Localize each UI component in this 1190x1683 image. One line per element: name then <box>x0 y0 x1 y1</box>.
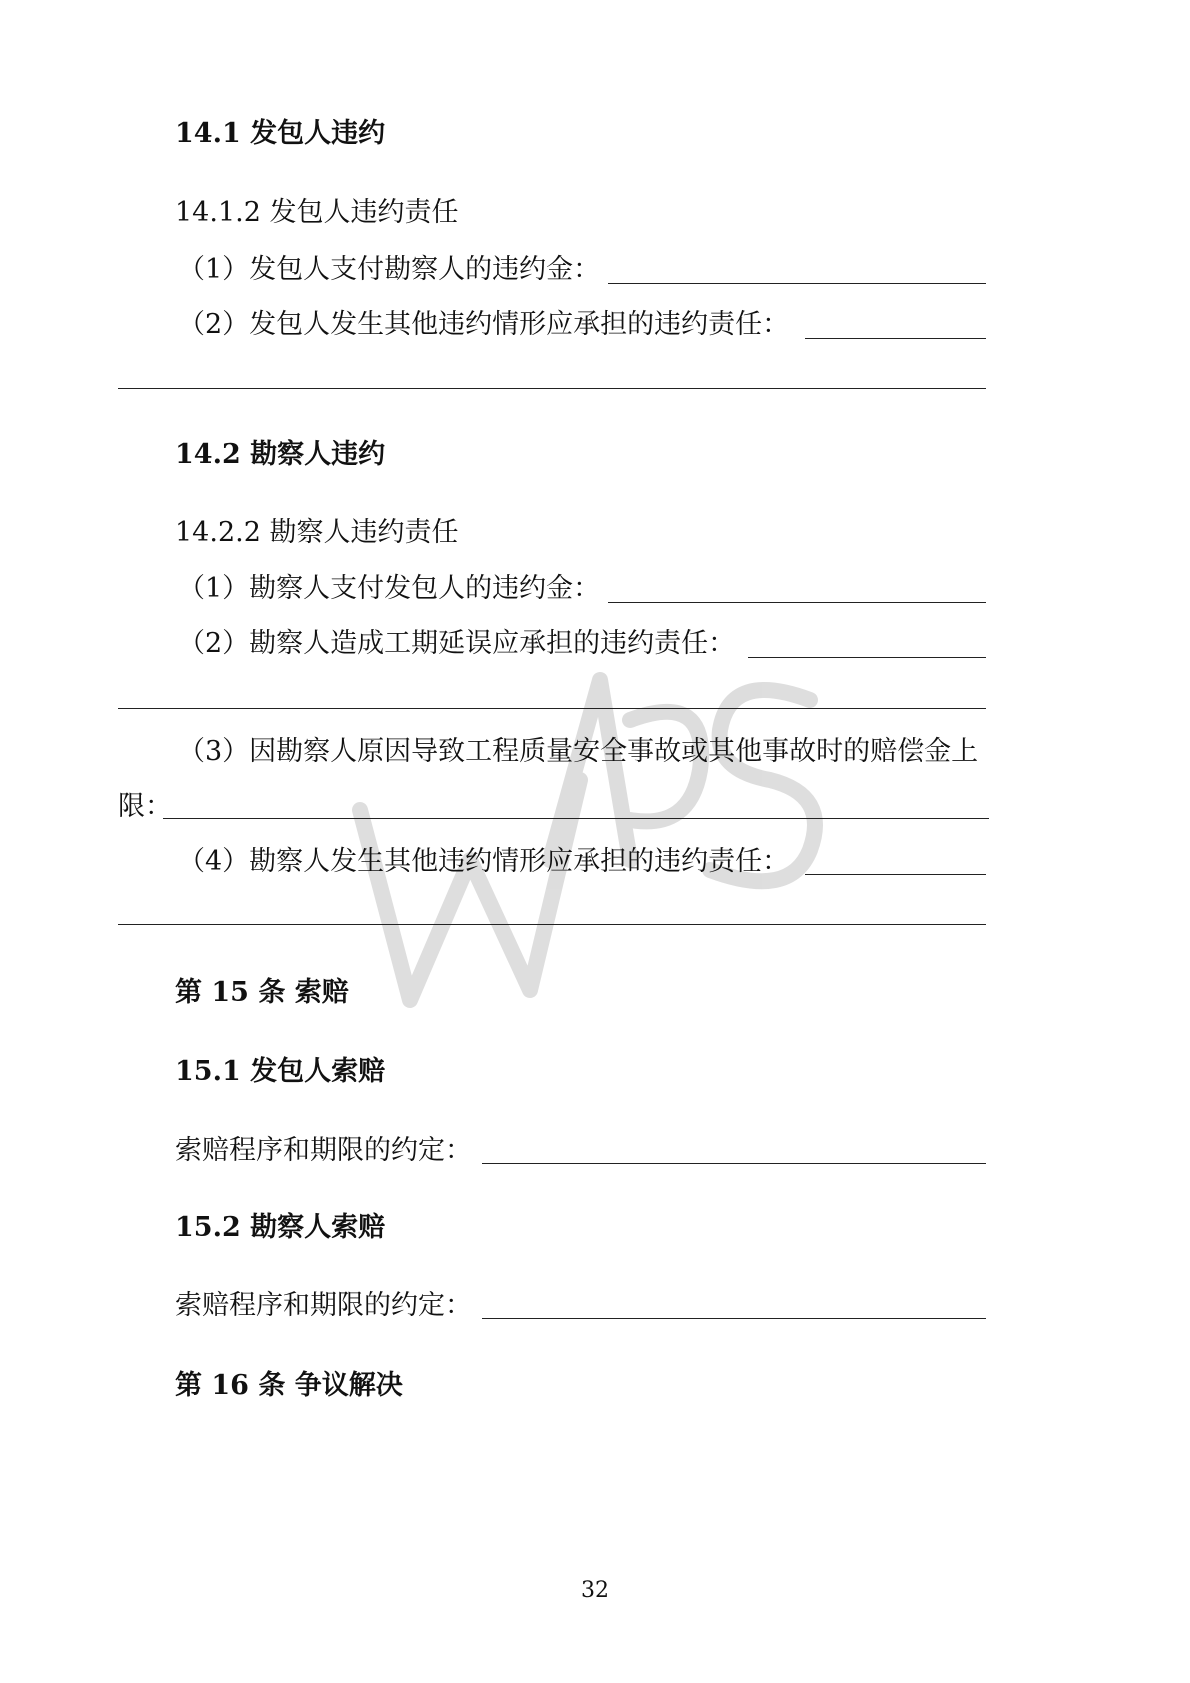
section-14-2-item-3: （3）因勘察人原因导致工程质量安全事故或其他事故时的赔偿金上 <box>178 736 979 767</box>
section-14-2-item-1: （1）勘察人支付发包人的违约金： <box>178 573 601 604</box>
section-14-2-item-4: （4）勘察人发生其他违约情形应承担的违约责任： <box>178 846 790 877</box>
section-14-2-item-3-cont: 限： <box>118 791 172 822</box>
fill-in-blank-15-1[interactable] <box>482 1163 986 1164</box>
fill-in-blank-14-2-item-4-cont[interactable] <box>118 924 986 925</box>
wps-watermark-logo <box>330 660 850 1020</box>
section-15-1-heading: 15.1 发包人索赔 <box>175 1056 386 1087</box>
section-15-2-heading: 15.2 勘察人索赔 <box>175 1212 386 1243</box>
section-14-1-2-subtitle: 14.1.2 发包人违约责任 <box>175 197 459 228</box>
section-14-2-2-subtitle: 14.2.2 勘察人违约责任 <box>175 517 459 548</box>
fill-in-blank-14-1-item-2[interactable] <box>805 338 986 339</box>
fill-in-blank-14-2-item-2-cont[interactable] <box>118 708 986 709</box>
section-14-2-item-2: （2）勘察人造成工期延误应承担的违约责任： <box>178 628 736 659</box>
section-14-1-item-2: （2）发包人发生其他违约情形应承担的违约责任： <box>178 309 790 340</box>
page-number: 32 <box>581 1578 609 1603</box>
section-14-1-item-1: （1）发包人支付勘察人的违约金： <box>178 254 601 285</box>
fill-in-blank-14-2-item-2[interactable] <box>748 657 986 658</box>
article-16-heading: 第 16 条 争议解决 <box>175 1370 403 1401</box>
section-15-2-text: 索赔程序和期限的约定： <box>175 1290 472 1321</box>
article-15-heading: 第 15 条 索赔 <box>175 977 349 1008</box>
section-14-1-heading: 14.1 发包人违约 <box>175 118 386 149</box>
fill-in-blank-15-2[interactable] <box>482 1318 986 1319</box>
fill-in-blank-14-1-item-1[interactable] <box>608 283 986 284</box>
section-15-1-text: 索赔程序和期限的约定： <box>175 1135 472 1166</box>
fill-in-blank-14-2-item-1[interactable] <box>608 602 986 603</box>
section-14-2-heading: 14.2 勘察人违约 <box>175 439 386 470</box>
fill-in-blank-14-1-item-2-cont[interactable] <box>118 388 986 389</box>
fill-in-blank-14-2-item-3[interactable] <box>163 818 989 819</box>
fill-in-blank-14-2-item-4[interactable] <box>805 874 986 875</box>
